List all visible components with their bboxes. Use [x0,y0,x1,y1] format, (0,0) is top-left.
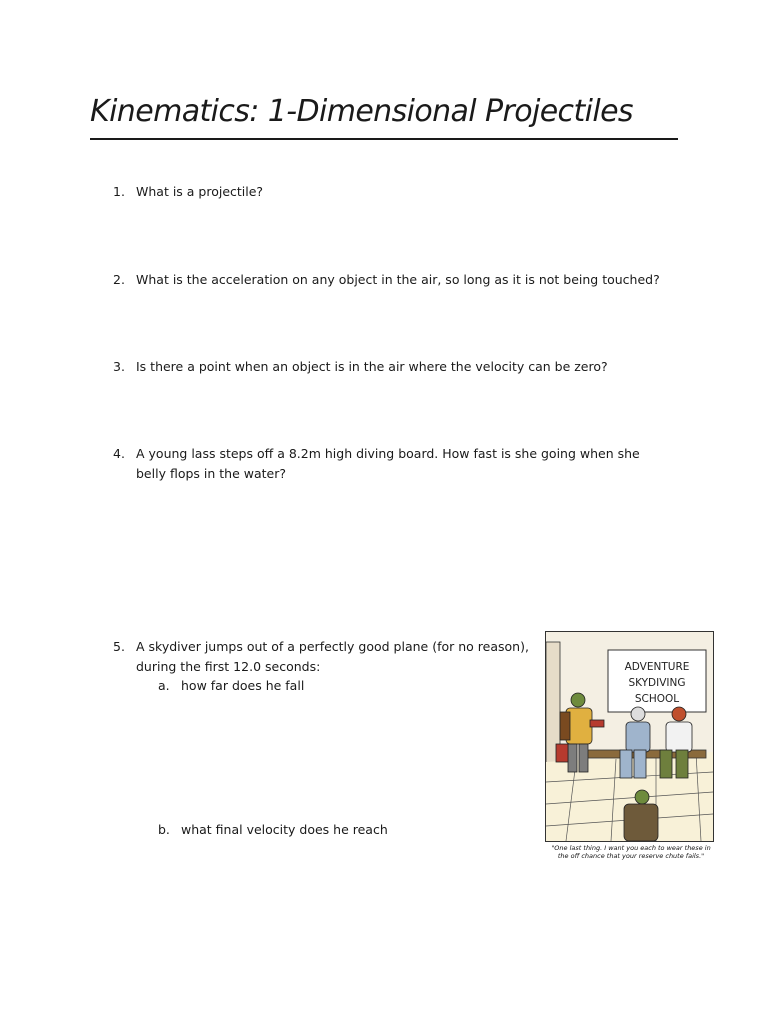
question-number: 5. [113,639,125,654]
question-1 [113,182,673,202]
sign-line-1: ADVENTURE [624,661,690,673]
subpart-text: how far does he fall [181,678,305,693]
question-4 [113,444,673,484]
subpart-letter: b. [158,822,170,837]
question-text: What is a projectile? [136,184,264,199]
question-number: 3. [113,359,125,374]
question-number: 1. [113,184,125,199]
subpart-letter: a. [158,678,170,693]
title-underline [90,138,678,140]
question-text: What is the acceleration on any object in the air, so long as it is not being touched? [136,272,660,287]
question-5-part-a [158,676,304,696]
page-title: Kinematics: 1-Dimensional Projectiles [90,94,633,129]
skydiving-cartoon [545,631,714,842]
sign-line-3: SCHOOL [634,693,680,705]
question-2 [113,270,673,290]
question-3 [113,357,673,377]
question-text: Is there a point when an object is in the air where the velocity can be zero? [136,359,608,374]
question-number: 4. [113,446,125,461]
cartoon-caption: "One last thing. I want you each to wear these in the off chance that your reserve chute fails." [551,844,711,860]
sign-line-2: SKYDIVING [628,677,686,689]
cartoon-drawing [546,632,713,841]
question-text: A skydiver jumps out of a perfectly good plane (for no reason), during the first 12.0 seconds: [136,639,529,674]
question-text: A young lass steps off a 8.2m high diving board. How fast is she going when she belly flops in the water? [136,446,640,481]
subpart-text: what final velocity does he reach [181,822,388,837]
question-number: 2. [113,272,125,287]
question-5-part-b [158,820,388,840]
